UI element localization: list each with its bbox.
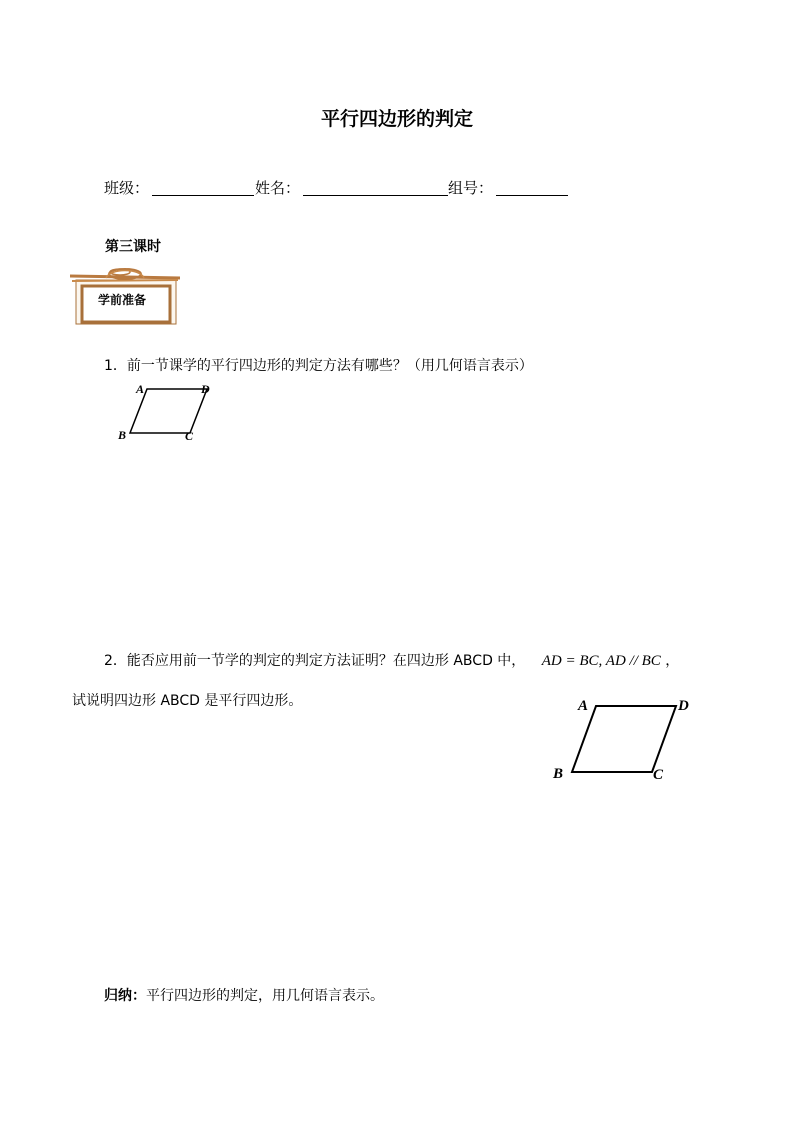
parallelogram-figure-1 [112, 378, 222, 444]
page-title: 平行四边形的判定 [320, 108, 473, 130]
question-2-math: AD = BC, AD // BC [541, 653, 661, 669]
prep-badge-label: 学前准备 [98, 293, 147, 307]
parallelogram-shape-2 [572, 706, 676, 772]
vertex-label-c-2: C [653, 767, 664, 783]
question-2-line-2: 试说明四边形 ABCD 是平行四边形。 [72, 693, 303, 709]
parallelogram-figure-2 [546, 688, 706, 788]
class-label: 班级： [104, 179, 150, 197]
group-field[interactable] [496, 177, 568, 196]
name-label: 姓名： [255, 179, 301, 197]
question-1-text: 1．前一节课学的平行四边形的判定方法有哪些？（用几何语言表示） [104, 358, 533, 374]
vertex-label-a: A [136, 382, 145, 396]
vertex-label-b-2: B [553, 766, 564, 782]
summary-label: 归纳： [104, 988, 146, 1004]
vertex-label-d-2: D [678, 698, 689, 714]
group-label: 组号： [448, 179, 494, 197]
vertex-label-b: B [118, 428, 127, 442]
vertex-label-d: D [201, 382, 210, 396]
name-field[interactable] [303, 177, 448, 196]
vertex-label-c: C [185, 429, 194, 443]
summary-text: 平行四边形的判定，用几何语言表示。 [146, 988, 384, 1004]
vertex-label-a-2: A [578, 698, 589, 714]
class-field[interactable] [152, 177, 254, 196]
question-2-text: 2．能否应用前一节学的判定的判定方法证明？在四边形 ABCD 中， [104, 653, 526, 669]
question-2-comma: ， [665, 653, 680, 669]
summary-line [104, 985, 384, 1005]
question-2-line-1 [104, 650, 679, 670]
lesson-heading: 第三课时 [105, 239, 161, 255]
